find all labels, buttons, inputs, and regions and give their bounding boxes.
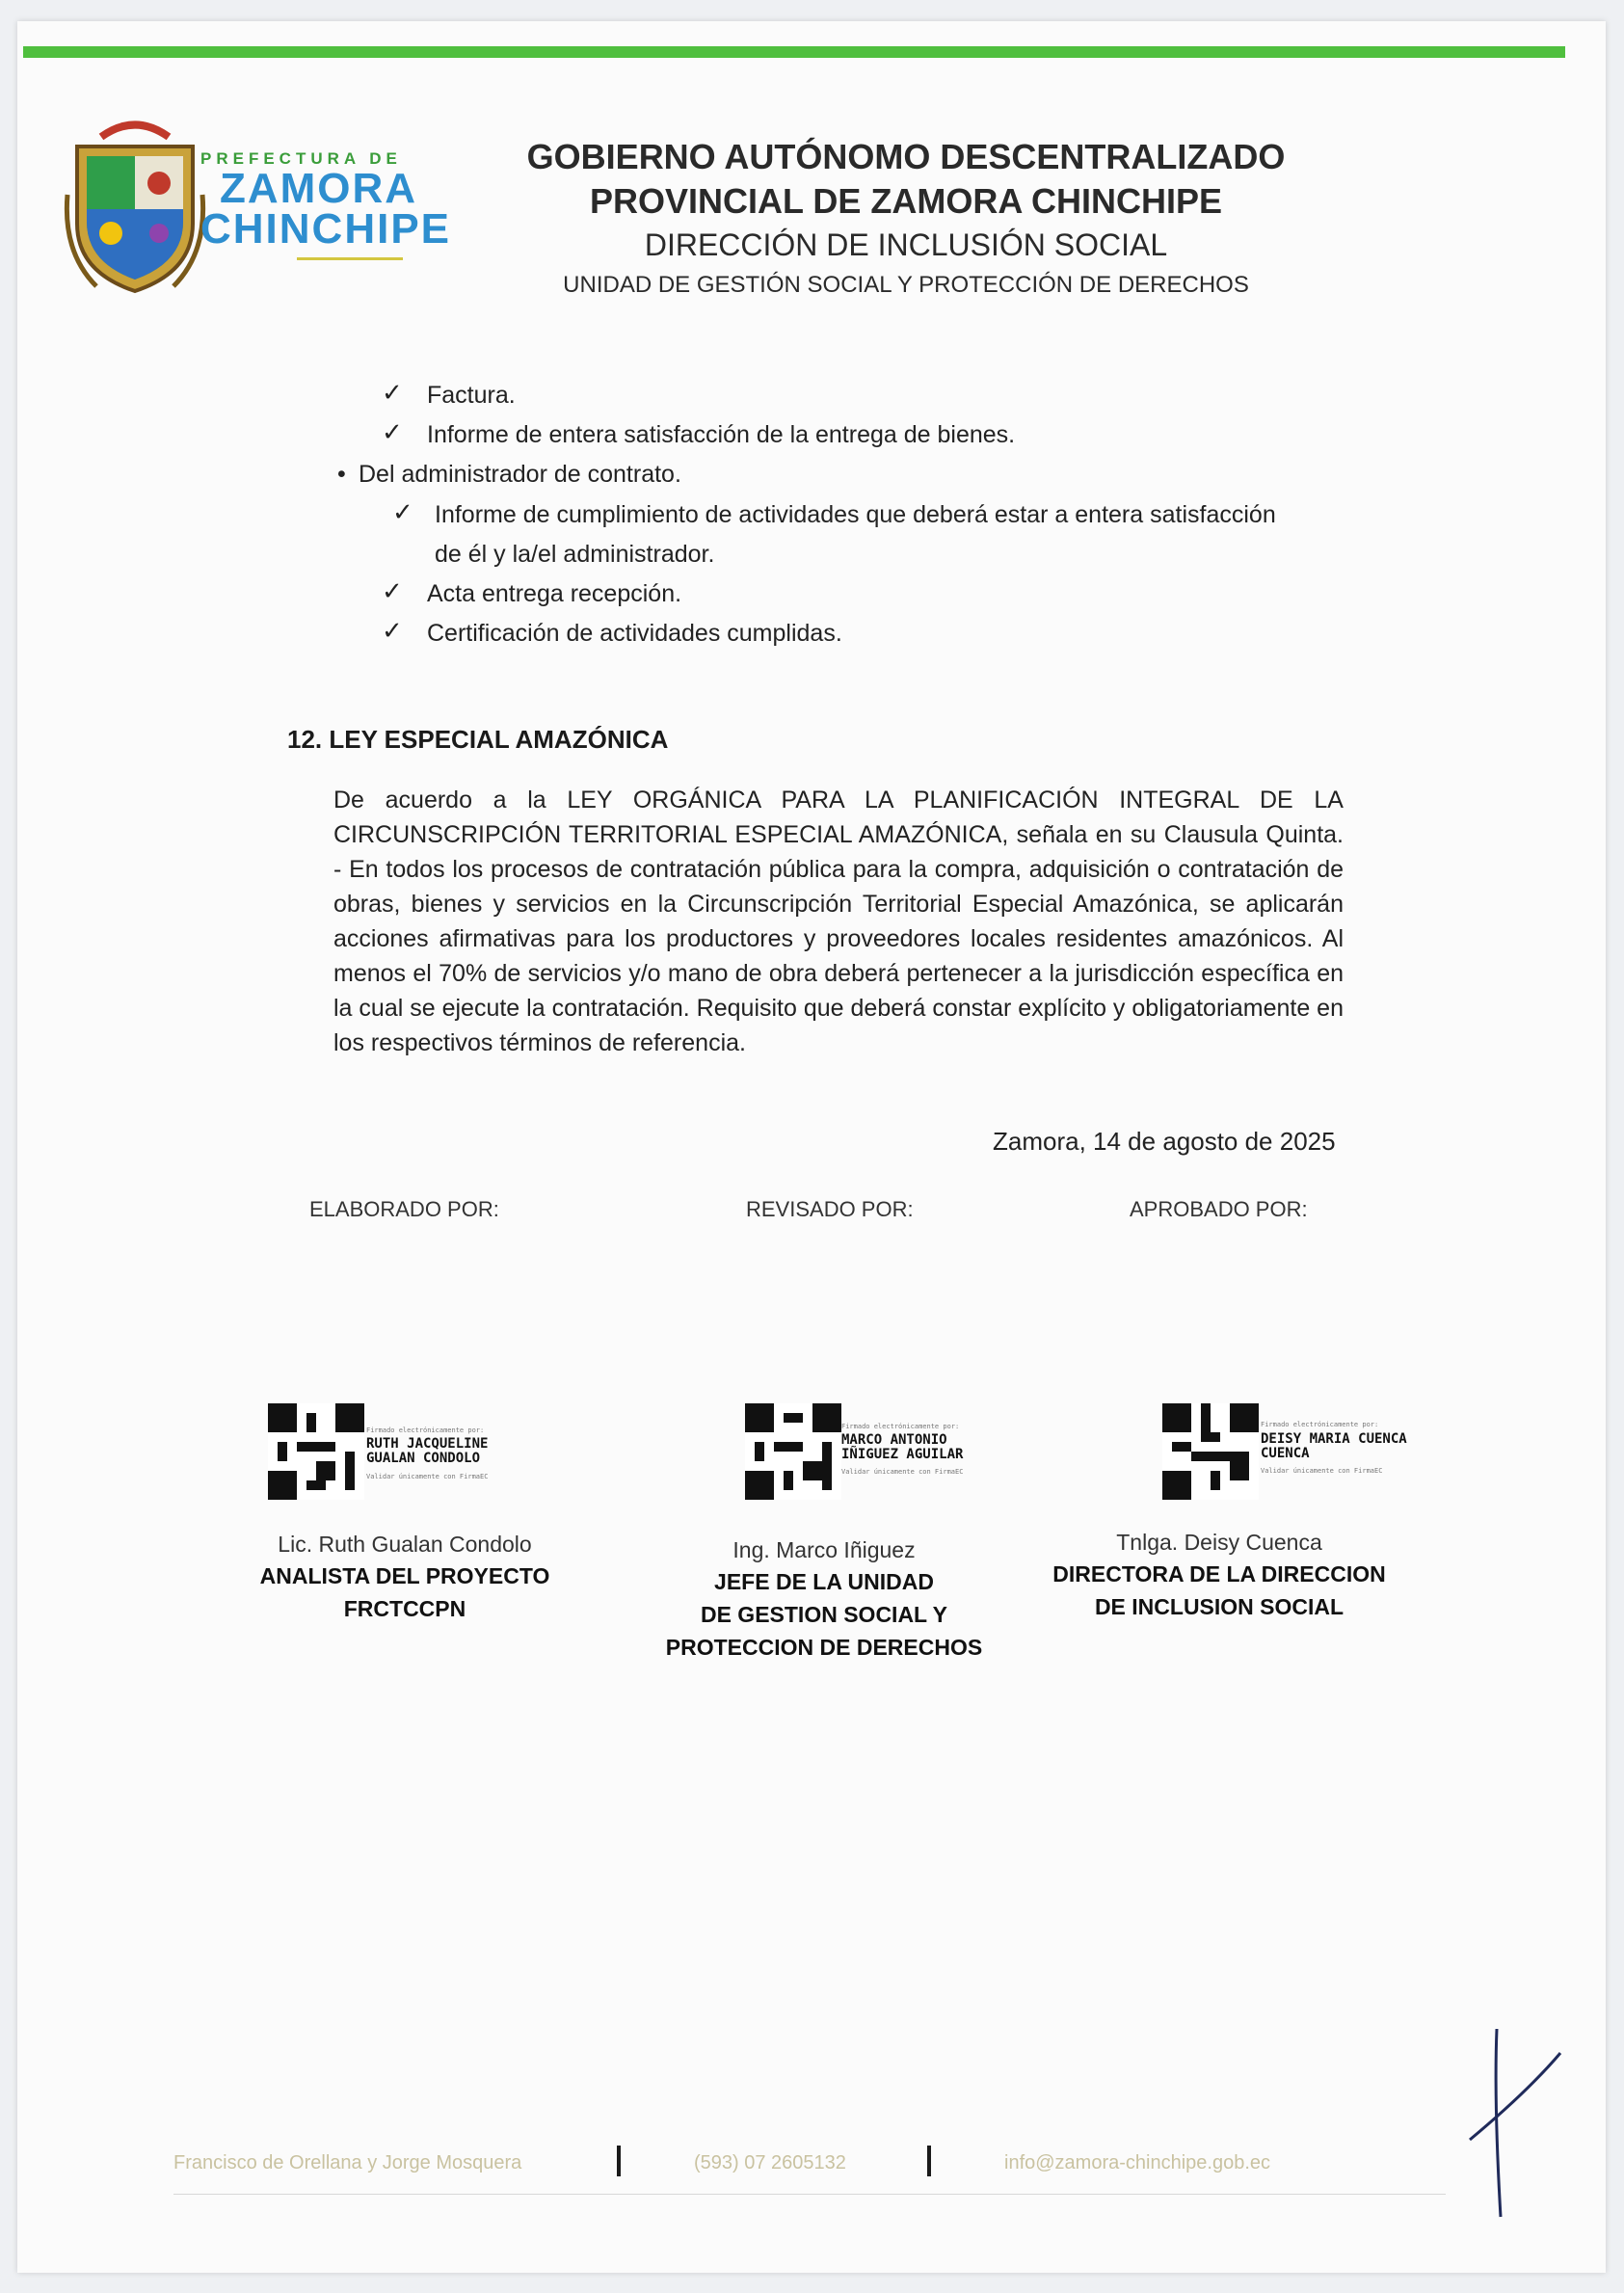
signer-role: PROTECCION DE DERECHOS [665, 1635, 983, 1660]
header-title-2: PROVINCIAL DE ZAMORA CHINCHIPE [589, 181, 1223, 221]
checkmark-icon: ✓ [382, 616, 403, 645]
qr-code-icon [745, 1403, 841, 1500]
qr-signed-by-text: Firmado electrónicamente por: [1261, 1421, 1379, 1428]
provincial-crest-icon [58, 108, 212, 301]
signer-role: DE INCLUSION SOCIAL [1094, 1594, 1344, 1619]
qr-signed-by-text: Firmado electrónicamente por: [841, 1423, 960, 1430]
qr-validate-text: Validar únicamente con FirmaEC [841, 1468, 964, 1476]
header-title-3: DIRECCIÓN DE INCLUSIÓN SOCIAL [644, 227, 1168, 262]
list-item: Factura. [427, 382, 516, 409]
footer-address: Francisco de Orellana y Jorge Mosquera [173, 2152, 522, 2173]
qr-signed-by-text: Firmado electrónicamente por: [366, 1426, 485, 1434]
qr-signer-name: MARCO ANTONIO [841, 1432, 947, 1448]
logo-underline [297, 257, 403, 260]
signer-role: FRCTCCPN [343, 1596, 466, 1621]
qr-code-icon [1162, 1403, 1259, 1500]
qr-signer-name: DEISY MARIA CUENCA [1261, 1431, 1407, 1447]
document-page [17, 21, 1606, 2273]
list-item: Informe de cumplimiento de actividades que deberá estar a entera satisfacción [435, 501, 1276, 528]
checkmark-icon: ✓ [382, 378, 403, 407]
prefecture-logo [200, 149, 470, 260]
document-date: Zamora, 14 de agosto de 2025 [993, 1127, 1336, 1156]
list-item: Certificación de actividades cumplidas. [427, 620, 842, 647]
list-item: Informe de entera satisfacción de la entrega de bienes. [427, 421, 1016, 448]
logo-prefix: PREFECTURA DE [200, 149, 402, 168]
approved-by-label: APROBADO POR: [1130, 1197, 1308, 1221]
qr-validate-text: Validar únicamente con FirmaEC [366, 1473, 489, 1480]
list-item: Acta entrega recepción. [427, 580, 682, 607]
logo-line-1: ZAMORA [220, 165, 418, 212]
section-body: De acuerdo a la LEY ORGÁNICA PARA LA PLANIFICACIÓN INTEGRAL DE LA CIRCUNSCRIPCIÓN TERRITORIAL ESPECIAL AMAZÓNICA, señala en su Clausula Quinta. - En todos los procesos de contratación pública para la compra, adquisición o contratación de obras, bienes y servicios en la Circunscripción Territorial Especial Amazónica, se aplicarán acciones afirmativas para los productores y proveedores locales residentes amazónicos. Al menos el 70% de servicios y/o mano de obra deberá pertenecer a la jurisdicción específica en la cual se ejecute la contratación. Requisito que deberá constar explícito y obligatoriamente en los respectivos términos de referencia. [333, 787, 1344, 1056]
signer-role: ANALISTA DEL PROYECTO [259, 1563, 550, 1588]
signature-block [217, 1529, 593, 1625]
handwritten-initial-mark [1460, 2024, 1576, 2226]
signer-name: Tnlga. Deisy Cuenca [1116, 1530, 1322, 1555]
signer-name: Ing. Marco Iñiguez [732, 1537, 916, 1562]
qr-code-icon [268, 1403, 364, 1500]
bullet-icon: • [337, 461, 346, 488]
document-header [463, 135, 1349, 305]
header-color-bar [23, 46, 1565, 58]
header-title-4: UNIDAD DE GESTIÓN SOCIAL Y PROTECCIÓN DE DERECHOS [563, 272, 1249, 298]
footer-separator [617, 2146, 621, 2176]
footer-separator [927, 2146, 931, 2176]
qr-signer-name: GUALAN CONDOLO [366, 1451, 481, 1466]
list-bullet-item: Del administrador de contrato. [359, 461, 681, 488]
qr-signer-name: RUTH JACQUELINE [366, 1436, 489, 1452]
checkmark-icon: ✓ [392, 497, 413, 526]
elaborated-by-label: ELABORADO POR: [309, 1197, 499, 1221]
footer-email: info@zamora-chinchipe.gob.ec [1004, 2152, 1271, 2173]
signer-name: Lic. Ruth Gualan Condolo [278, 1532, 532, 1557]
header-title-1: GOBIERNO AUTÓNOMO DESCENTRALIZADO [526, 137, 1286, 176]
checkmark-icon: ✓ [382, 576, 403, 605]
list-item-continuation: de él y la/el administrador. [435, 541, 715, 568]
logo-line-2: CHINCHIPE [200, 205, 452, 253]
signer-role: DE GESTION SOCIAL Y [700, 1602, 948, 1627]
signature-block [1031, 1527, 1407, 1623]
qr-signer-name: IÑIGUEZ AGUILAR [841, 1447, 964, 1462]
footer-rule [173, 2194, 1446, 2195]
qr-validate-text: Validar únicamente con FirmaEC [1261, 1467, 1383, 1475]
reviewed-by-label: REVISADO POR: [746, 1197, 914, 1221]
section-heading: 12. LEY ESPECIAL AMAZÓNICA [287, 725, 669, 754]
signature-block [636, 1534, 1012, 1664]
checkmark-icon: ✓ [382, 417, 403, 446]
qr-signer-name: CUENCA [1261, 1446, 1310, 1461]
footer-phone: (593) 07 2605132 [694, 2152, 846, 2173]
signer-role: JEFE DE LA UNIDAD [714, 1569, 934, 1594]
signer-role: DIRECTORA DE LA DIRECCION [1052, 1561, 1386, 1586]
